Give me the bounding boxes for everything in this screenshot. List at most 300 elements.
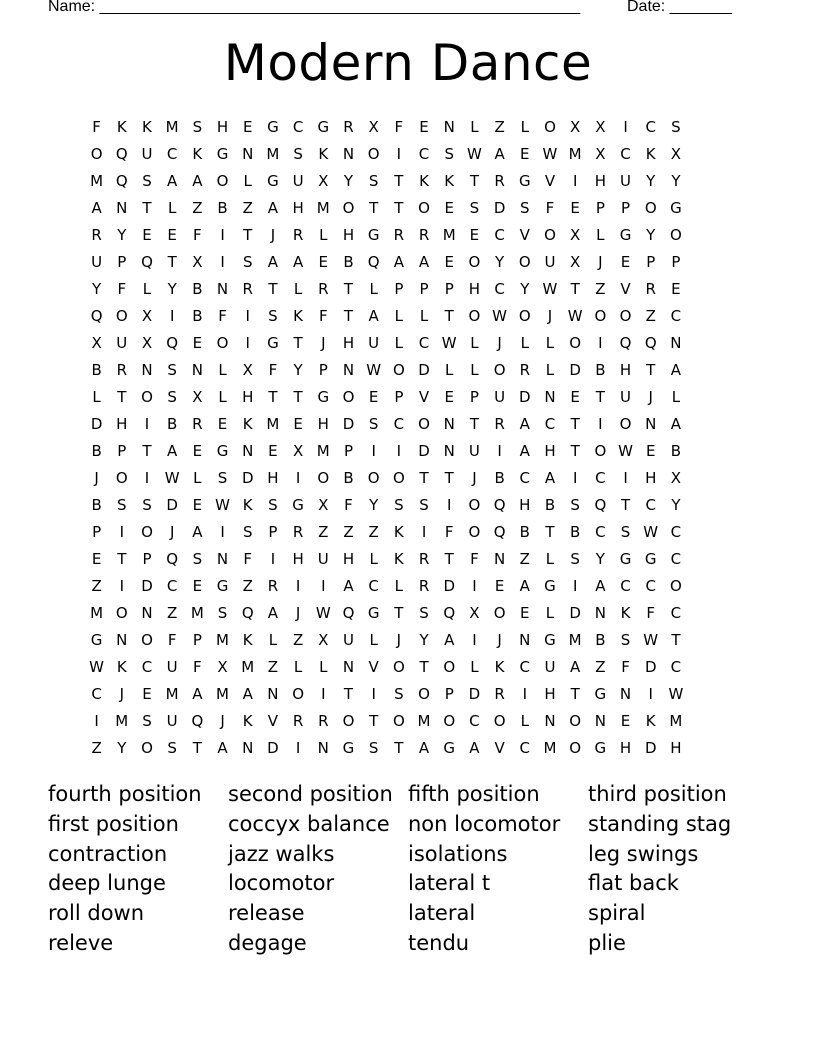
grid-letter: M [316, 199, 330, 217]
grid-letter: J [169, 523, 175, 541]
grid-letter: U [116, 334, 128, 352]
grid-letter: X [469, 604, 480, 622]
grid-letter: Y [520, 280, 530, 298]
grid-letter: T [620, 496, 631, 514]
grid-letter: E [671, 280, 681, 298]
grid-letter: L [394, 334, 404, 352]
grid-letter: X [141, 307, 153, 325]
grid-letter: T [167, 253, 177, 271]
grid-letter: O [619, 307, 632, 325]
grid-letter: I [648, 685, 653, 703]
grid-letter: T [142, 199, 152, 217]
word-list-item: standing stag [588, 811, 732, 836]
grid-letter: O [418, 685, 430, 703]
grid-letter: E [444, 199, 454, 217]
grid-letter: S [419, 604, 429, 622]
grid-letter: C [494, 226, 505, 244]
grid-letter: I [623, 118, 628, 136]
grid-letter: N [242, 145, 254, 163]
grid-letter: A [292, 253, 304, 271]
grid-letter: K [293, 307, 304, 325]
grid-letter: A [267, 253, 279, 271]
grid-letter: S [394, 685, 404, 703]
grid-letter: L [445, 361, 454, 379]
grid-letter: H [519, 496, 531, 514]
grid-letter: C [166, 145, 178, 163]
grid-letter: C [620, 145, 631, 163]
grid-letter: G [317, 118, 330, 136]
grid-letter: C [670, 550, 682, 568]
grid-letter: C [393, 415, 405, 433]
grid-letter: T [545, 523, 555, 541]
grid-letter: U [91, 253, 103, 271]
grid-letter: Q [594, 496, 607, 514]
grid-letter: I [295, 577, 301, 595]
grid-letter: L [92, 388, 101, 406]
grid-letter: U [342, 631, 354, 649]
grid-letter: D [418, 361, 430, 379]
grid-letter: N [191, 361, 203, 379]
grid-letter: T [343, 307, 354, 325]
grid-letter: R [292, 523, 304, 541]
grid-letter: P [595, 199, 605, 217]
grid-letter: F [470, 550, 479, 568]
grid-letter: X [595, 118, 606, 136]
grid-letter: M [90, 172, 104, 190]
grid-letter: S [620, 523, 631, 541]
grid-letter: P [444, 280, 454, 298]
grid-letter: O [342, 388, 355, 406]
grid-letter: S [293, 145, 303, 163]
grid-letter: L [167, 199, 177, 217]
grid-letter: H [292, 199, 304, 217]
grid-letter: U [544, 253, 556, 271]
grid-letter: W [542, 280, 558, 298]
grid-letter: I [220, 226, 225, 244]
grid-letter: M [216, 631, 229, 649]
grid-letter: U [166, 658, 178, 676]
grid-letter: T [469, 415, 479, 433]
grid-letter: L [394, 307, 404, 325]
grid-letter: E [444, 253, 454, 271]
grid-letter: B [192, 280, 203, 298]
grid-letter: E [570, 388, 580, 406]
grid-letter: E [444, 388, 454, 406]
grid-letter: R [292, 226, 304, 244]
grid-letter: V [368, 658, 379, 676]
grid-letter: E [167, 226, 177, 244]
grid-letter: R [418, 226, 430, 244]
grid-letter: Q [619, 334, 632, 352]
grid-letter: O [493, 712, 506, 730]
grid-letter: P [343, 442, 353, 460]
grid-letter: A [595, 577, 606, 595]
grid-letter: E [419, 118, 429, 136]
grid-letter: J [598, 253, 603, 271]
grid-letter: C [645, 118, 656, 136]
grid-letter: M [568, 145, 582, 163]
grid-letter: P [318, 361, 328, 379]
grid-letter: G [443, 739, 456, 757]
grid-letter: G [367, 604, 380, 622]
grid-letter: Y [595, 550, 605, 568]
grid-letter: Y [92, 280, 102, 298]
grid-letter: I [144, 469, 150, 487]
grid-letter: L [319, 658, 328, 676]
grid-letter: H [342, 334, 355, 352]
grid-row [84, 573, 689, 600]
grid-letter: D [519, 388, 531, 406]
worksheet-header [48, 0, 732, 16]
grid-letter: O [670, 226, 682, 244]
grid-letter: C [519, 739, 531, 757]
grid-letter: K [142, 118, 152, 136]
grid-letter: I [572, 469, 578, 487]
grid-letter: N [443, 415, 455, 433]
grid-letter: U [317, 550, 329, 568]
grid-letter: A [670, 361, 682, 379]
grid-letter: J [648, 388, 653, 406]
word-list-item: release [228, 901, 305, 926]
grid-letter: O [518, 253, 531, 271]
grid-letter: X [192, 388, 203, 406]
grid-letter: A [167, 172, 178, 190]
grid-letter: L [545, 550, 555, 568]
grid-letter: L [369, 631, 378, 649]
grid-letter: A [670, 415, 682, 433]
grid-letter: Y [343, 172, 354, 190]
grid-letter: S [570, 496, 580, 514]
grid-row [84, 600, 689, 627]
grid-letter: F [394, 118, 404, 136]
grid-letter: O [90, 145, 103, 163]
grid-letter: O [367, 145, 380, 163]
grid-letter: Y [495, 253, 505, 271]
grid-letter: L [520, 334, 529, 352]
grid-letter: A [519, 577, 530, 595]
grid-letter: I [220, 523, 225, 541]
grid-letter: T [671, 631, 681, 649]
grid-letter: I [371, 442, 376, 460]
grid-letter: C [292, 118, 304, 136]
grid-letter: X [318, 496, 329, 514]
grid-letter: P [117, 442, 127, 460]
grid-letter: G [90, 631, 103, 649]
grid-row [84, 438, 689, 465]
grid-letter: P [469, 388, 479, 406]
grid-letter: R [343, 118, 354, 136]
grid-letter: M [266, 145, 280, 163]
grid-letter: C [670, 307, 682, 325]
grid-letter: N [116, 199, 128, 217]
grid-letter: E [620, 712, 631, 730]
grid-letter: E [494, 577, 505, 595]
grid-letter: C [494, 280, 505, 298]
grid-row [84, 141, 689, 168]
grid-letter: O [569, 334, 582, 352]
grid-letter: G [594, 739, 607, 757]
grid-letter: N [267, 685, 279, 703]
grid-letter: Y [671, 496, 681, 514]
grid-letter: V [620, 280, 631, 298]
grid-letter: R [519, 361, 530, 379]
grid-letter: B [91, 496, 102, 514]
grid-letter: O [115, 604, 128, 622]
grid-letter: H [267, 469, 279, 487]
grid-letter: L [268, 631, 278, 649]
grid-row [84, 303, 689, 330]
grid-letter: O [392, 712, 405, 730]
grid-letter: E [192, 496, 203, 514]
grid-letter: T [117, 550, 127, 568]
grid-letter: Q [493, 496, 506, 514]
grid-letter: O [292, 685, 304, 703]
grid-letter: L [394, 577, 404, 595]
grid-letter: E [91, 550, 102, 568]
grid-letter: X [141, 334, 153, 352]
grid-letter: E [192, 442, 203, 460]
grid-letter: F [621, 658, 630, 676]
grid-letter: N [670, 334, 682, 352]
grid-letter: W [668, 685, 684, 703]
grid-letter: L [545, 334, 555, 352]
grid-letter: T [369, 712, 379, 730]
grid-letter: Q [241, 604, 254, 622]
grid-letter: L [470, 334, 479, 352]
grid-letter: O [115, 469, 128, 487]
grid-letter: P [671, 253, 681, 271]
grid-letter: K [620, 604, 631, 622]
grid-letter: L [470, 118, 479, 136]
grid-letter: W [215, 496, 230, 514]
grid-letter: A [267, 199, 279, 217]
grid-letter: N [116, 631, 128, 649]
grid-letter: L [293, 280, 303, 298]
grid-letter: S [117, 496, 127, 514]
grid-letter: N [216, 550, 229, 568]
grid-letter: O [141, 388, 153, 406]
grid-letter: L [520, 118, 529, 136]
grid-letter: A [519, 415, 530, 433]
grid-letter: S [444, 145, 454, 163]
grid-letter: K [444, 172, 455, 190]
grid-letter: M [669, 712, 683, 730]
grid-letter: P [419, 280, 429, 298]
grid-letter: N [342, 361, 355, 379]
grid-letter: G [619, 550, 632, 568]
grid-letter: Y [117, 739, 127, 757]
grid-letter: T [293, 388, 303, 406]
grid-letter: U [166, 712, 178, 730]
grid-letter: O [216, 334, 229, 352]
grid-letter: Y [646, 172, 656, 190]
grid-letter: S [217, 604, 228, 622]
grid-letter: W [618, 442, 633, 460]
grid-letter: O [216, 172, 229, 190]
grid-letter: J [321, 334, 326, 352]
grid-letter: M [115, 712, 129, 730]
grid-letter: F [193, 226, 202, 244]
grid-letter: I [270, 550, 276, 568]
grid-letter: Y [167, 280, 177, 298]
grid-letter: I [245, 307, 250, 325]
word-list-item: spiral [588, 901, 646, 926]
grid-letter: S [167, 739, 177, 757]
grid-letter: E [469, 226, 480, 244]
grid-letter: D [493, 199, 506, 217]
grid-letter: M [90, 604, 104, 622]
grid-letter: W [89, 658, 105, 676]
grid-letter: F [117, 280, 127, 298]
grid-letter: D [644, 739, 657, 757]
grid-letter: T [570, 280, 580, 298]
grid-letter: F [92, 118, 101, 136]
grid-letter: P [268, 523, 278, 541]
grid-letter: L [520, 712, 529, 730]
grid-letter: Z [368, 523, 379, 541]
grid-letter: I [119, 523, 124, 541]
grid-letter: N [544, 712, 556, 730]
grid-letter: L [671, 388, 681, 406]
grid-letter: R [494, 415, 505, 433]
grid-letter: X [670, 469, 682, 487]
grid-letter: Y [369, 496, 379, 514]
grid-letter: D [267, 739, 279, 757]
grid-letter: L [369, 280, 378, 298]
grid-letter: I [245, 334, 250, 352]
grid-letter: T [444, 307, 454, 325]
word-list-item: lateral [408, 901, 476, 926]
grid-letter: I [295, 739, 301, 757]
grid-letter: T [419, 469, 429, 487]
grid-letter: A [519, 442, 530, 460]
grid-letter: E [192, 334, 203, 352]
grid-letter: G [544, 577, 556, 595]
grid-letter: F [167, 631, 177, 649]
grid-row [84, 249, 689, 276]
grid-row [84, 492, 689, 519]
grid-letter: K [242, 712, 253, 730]
grid-row [84, 708, 689, 735]
grid-letter: N [242, 442, 254, 460]
grid-letter: S [268, 307, 278, 325]
grid-letter: J [220, 712, 225, 730]
grid-letter: Z [167, 604, 178, 622]
grid-letter: N [443, 118, 455, 136]
grid-letter: O [493, 361, 506, 379]
grid-letter: R [418, 577, 430, 595]
grid-letter: V [494, 739, 505, 757]
grid-letter: I [598, 415, 603, 433]
grid-letter: N [242, 739, 254, 757]
grid-letter: N [216, 280, 229, 298]
grid-letter: O [443, 658, 456, 676]
grid-letter: L [293, 658, 303, 676]
grid-letter: Q [443, 604, 456, 622]
grid-letter: O [141, 523, 153, 541]
grid-letter: B [217, 199, 228, 217]
grid-letter: A [570, 658, 581, 676]
grid-letter: F [344, 496, 353, 514]
grid-letter: O [468, 523, 481, 541]
grid-letter: C [418, 145, 430, 163]
word-list-item: plie [588, 930, 626, 955]
word-list-item: degage [228, 930, 307, 955]
grid-letter: L [218, 388, 227, 406]
grid-letter: T [570, 685, 580, 703]
grid-letter: N [141, 361, 153, 379]
grid-letter: K [192, 145, 203, 163]
grid-letter: T [570, 415, 580, 433]
grid-letter: R [393, 226, 405, 244]
grid-letter: O [443, 712, 456, 730]
grid-letter: S [419, 496, 429, 514]
grid-letter: A [368, 307, 379, 325]
grid-letter: I [572, 172, 578, 190]
grid-letter: O [367, 469, 380, 487]
grid-letter: G [317, 388, 330, 406]
grid-letter: X [368, 118, 379, 136]
grid-letter: R [645, 280, 656, 298]
grid-letter: J [295, 604, 301, 622]
grid-letter: T [268, 280, 278, 298]
grid-letter: N [317, 739, 329, 757]
grid-letter: X [570, 118, 581, 136]
grid-letter: N [342, 145, 355, 163]
grid-letter: Z [645, 307, 656, 325]
grid-row [84, 735, 689, 762]
grid-letter: R [318, 280, 329, 298]
grid-letter: B [91, 442, 102, 460]
grid-letter: D [90, 415, 103, 433]
grid-letter: I [472, 577, 477, 595]
grid-letter: U [620, 388, 632, 406]
grid-letter: W [466, 145, 482, 163]
grid-letter: O [418, 199, 430, 217]
grid-letter: C [368, 577, 379, 595]
grid-letter: Q [166, 550, 179, 568]
grid-letter: I [598, 334, 603, 352]
grid-letter: C [595, 523, 606, 541]
grid-letter: G [644, 550, 657, 568]
grid-letter: T [243, 226, 253, 244]
grid-letter: I [295, 469, 301, 487]
grid-letter: D [418, 442, 430, 460]
grid-row [84, 276, 689, 303]
grid-letter: D [166, 496, 178, 514]
grid-letter: F [193, 658, 202, 676]
grid-letter: O [544, 226, 556, 244]
grid-letter: K [645, 712, 656, 730]
grid-letter: C [141, 658, 153, 676]
date-field-label: Date: _______ [627, 0, 732, 15]
grid-letter: E [520, 604, 530, 622]
grid-letter: N [619, 685, 632, 703]
grid-letter: M [241, 658, 255, 676]
grid-letter: U [368, 334, 380, 352]
grid-letter: D [468, 685, 481, 703]
grid-letter: S [142, 712, 152, 730]
grid-letter: K [116, 658, 127, 676]
grid-letter: W [567, 307, 583, 325]
grid-letter: S [368, 415, 379, 433]
grid-letter: P [394, 280, 404, 298]
grid-letter: C [670, 658, 682, 676]
grid-letter: X [318, 631, 329, 649]
grid-letter: I [396, 442, 402, 460]
grid-letter: S [469, 199, 480, 217]
grid-letter: A [393, 253, 404, 271]
